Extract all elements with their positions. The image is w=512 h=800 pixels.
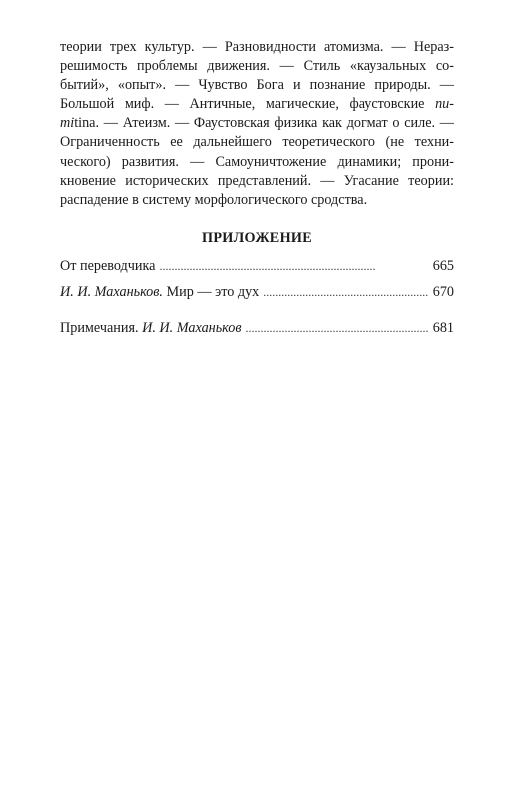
summary-line-9: распадение в систему морфологического сродства. — [60, 191, 368, 208]
summary-line-8: кновение исторических представлений. — Угасание теории: — [60, 172, 454, 189]
toc-entry-author: И. И. Маханьков — [142, 319, 242, 336]
summary-line-5 — [60, 114, 454, 133]
summary-line-4 — [60, 95, 454, 114]
toc-entry-title — [60, 283, 259, 302]
summary-line-7: ческого) развития. — Самоуничтожение динамики; прони- — [60, 153, 454, 170]
toc-leader-dots — [159, 257, 428, 276]
summary-line-4-text: Большой миф. — Античные, магические, фаустовские — [60, 96, 425, 113]
toc-entry-title-text: Примечания. — [60, 319, 139, 336]
toc-entry-title — [60, 319, 242, 338]
summary-line-4-italic: nu- — [435, 96, 454, 113]
summary-line-5-italic: mi — [60, 115, 75, 132]
summary-line-3: бытий», «опыт». — Чувство Бога и познание природы. — — [60, 77, 454, 94]
summary-line-6: Ограниченность ее дальнейшего теоретического (не техни- — [60, 134, 454, 151]
toc-entry-translator[interactable] — [60, 257, 454, 276]
summary-line-2: решимость проблемы движения. — Стиль «каузальных со- — [60, 58, 454, 75]
toc-entry-page: 681 — [432, 319, 454, 336]
toc-leader-dots — [263, 283, 428, 302]
toc-entry-title-text: Мир — это дух — [166, 283, 260, 300]
toc-entry-essay[interactable] — [60, 283, 454, 302]
toc-page — [60, 38, 454, 338]
toc-entry-author: И. И. Маханьков. — [60, 283, 163, 300]
appendix-toc — [60, 257, 454, 338]
toc-entry-page: 670 — [432, 283, 454, 300]
appendix-heading: ПРИЛОЖЕНИЕ — [201, 229, 312, 246]
summary-line-1: теории трех культур. — Разновидности атомизма. — Нераз- — [60, 39, 454, 55]
toc-leader-dots — [246, 319, 429, 338]
chapter-summary-paragraph — [60, 38, 454, 210]
toc-entry-page: 665 — [432, 257, 454, 274]
toc-entry-title: От переводчика — [60, 257, 156, 274]
toc-entry-notes[interactable] — [60, 319, 454, 338]
summary-line-5-text: tina. — Атеизм. — Фаустовская физика как догмат о силе. — — [74, 115, 454, 132]
